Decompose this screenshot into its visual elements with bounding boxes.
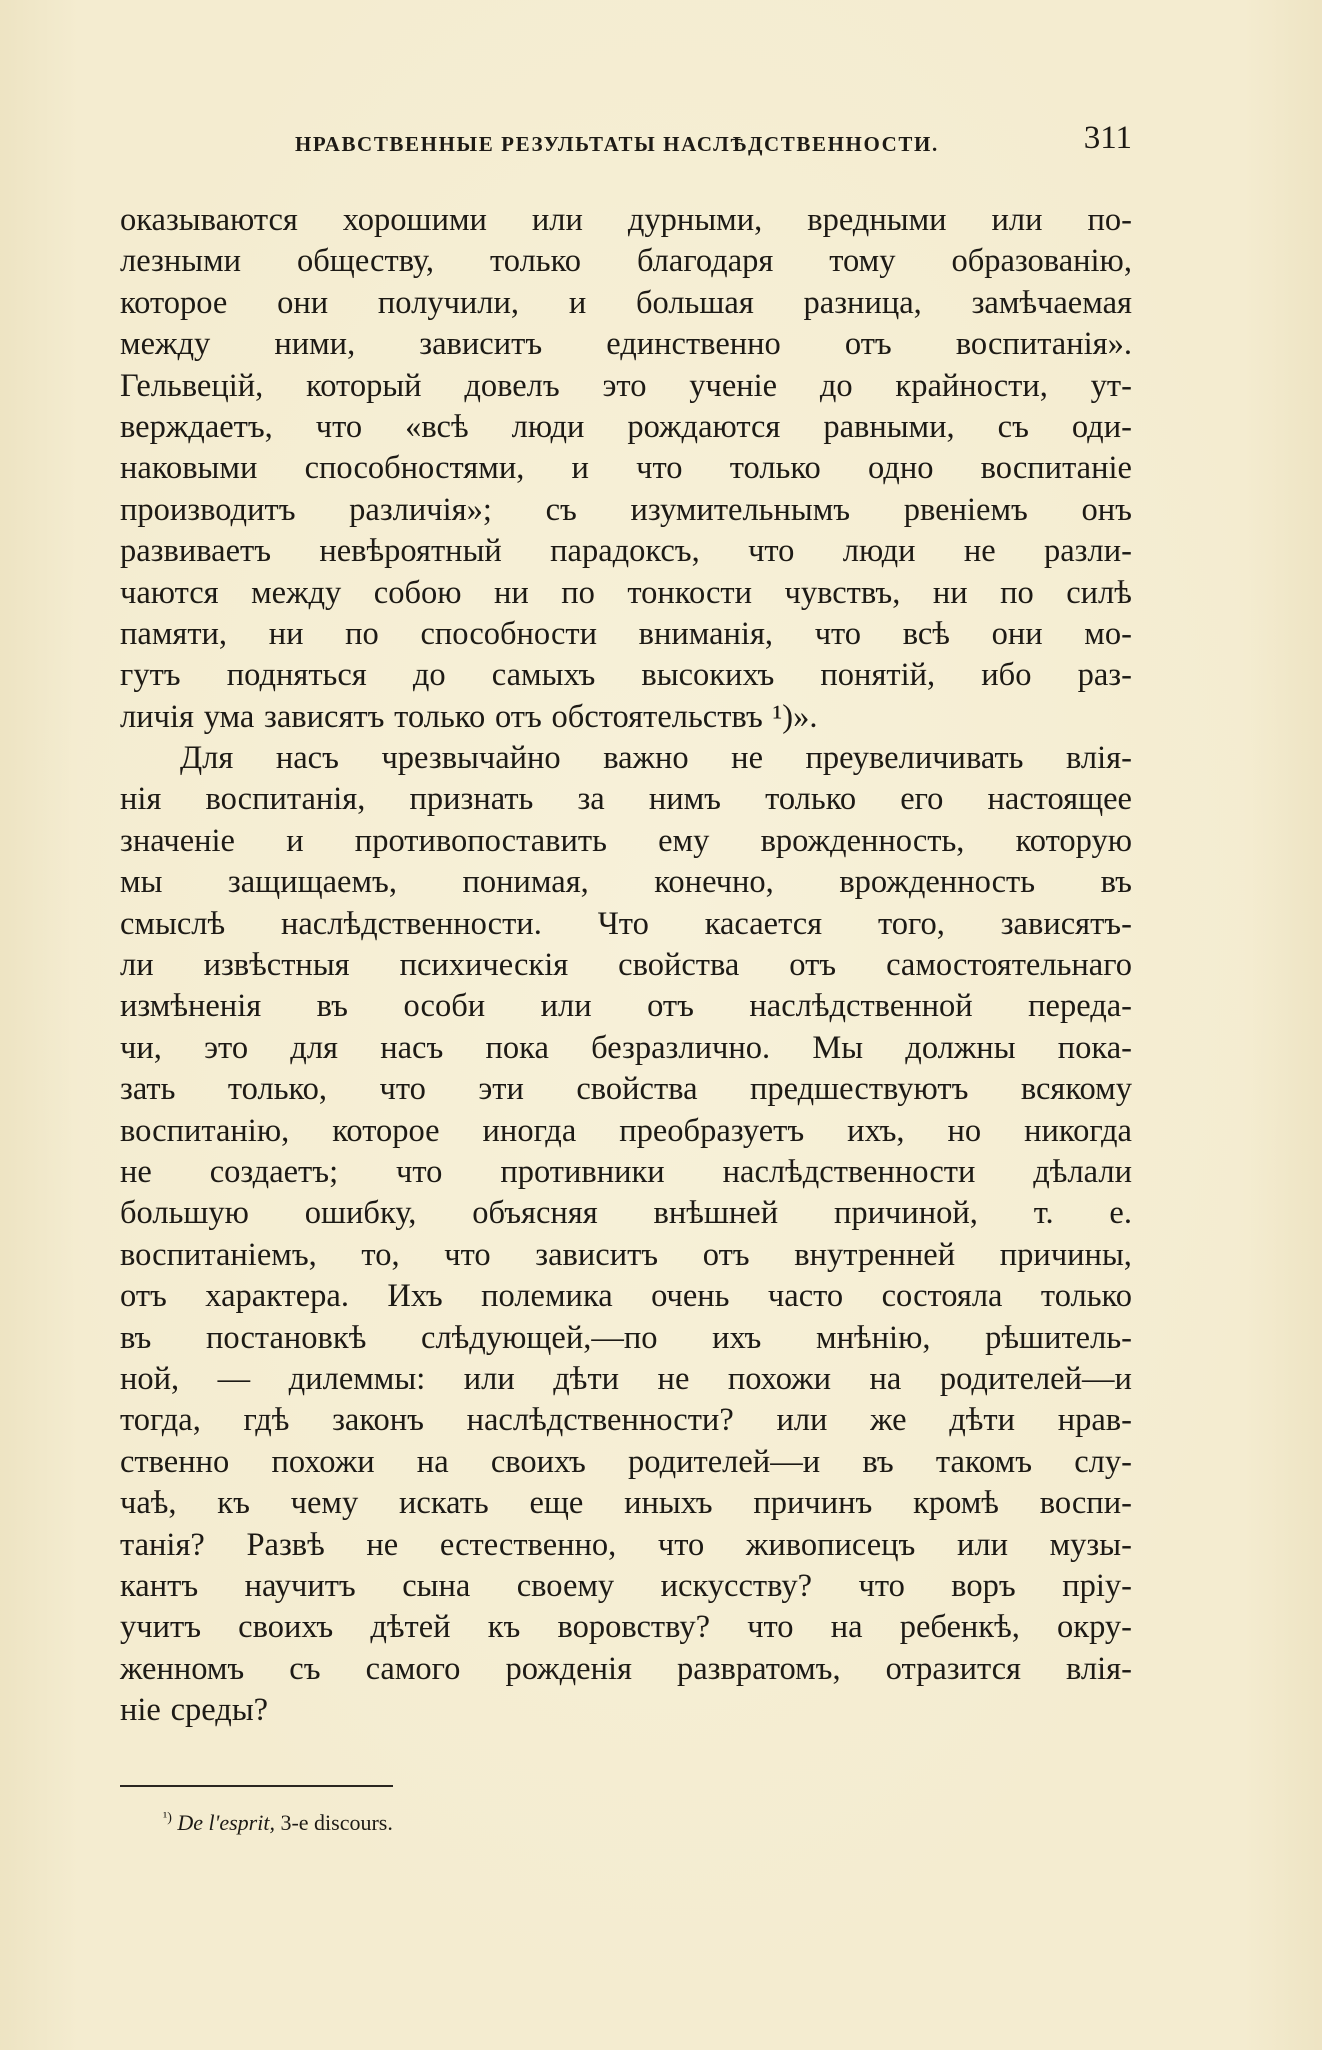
text-line: танія? Развѣ не естественно, что живописецъ или музы- xyxy=(120,1526,1132,1563)
text-line: чи, это для насъ пока безразлично. Мы должны пока- xyxy=(120,1029,1132,1066)
text-line: большую ошибку, объясняя внѣшней причиной, т. е. xyxy=(120,1195,1132,1232)
text-line: отъ характера. Ихъ полемика очень часто состояла только xyxy=(120,1278,1132,1315)
text-line: личія ума зависятъ только отъ обстоятельствъ ¹)». xyxy=(120,698,818,735)
footnote-mark: ¹) xyxy=(163,1810,172,1826)
text-line: воспитанію, которое иногда преобразуетъ ихъ, но никогда xyxy=(120,1112,1132,1149)
page-number: 311 xyxy=(1083,120,1132,156)
text-line: развиваетъ невѣроятный парадоксъ, что люди не разли- xyxy=(120,533,1132,570)
text-line: ніе среды? xyxy=(120,1692,269,1729)
text-line: не создаетъ; что противники наслѣдственности дѣлали xyxy=(120,1153,1132,1190)
text-line: учитъ своихъ дѣтей къ воровству? что на ребенкѣ, окру- xyxy=(120,1609,1132,1646)
text-line: кантъ научитъ сына своему искусству? что воръ пріу- xyxy=(120,1567,1132,1604)
text-line: ли извѣстныя психическія свойства отъ самостоятельнаго xyxy=(120,947,1132,984)
text-line: женномъ съ самого рожденія развратомъ, отразится влія- xyxy=(120,1650,1132,1687)
text-line: Для насъ чрезвычайно важно не преувеличивать влія- xyxy=(180,740,1132,777)
text-line: между ними, зависитъ единственно отъ воспитанія». xyxy=(120,326,1132,363)
footnote-rule xyxy=(120,1785,393,1787)
text-line: чаѣ, къ чему искать еще иныхъ причинъ кромѣ воспи- xyxy=(120,1485,1132,1522)
text-line: Гельвецій, который довелъ это ученіе до крайности, ут- xyxy=(120,367,1132,404)
text-line: мы защищаемъ, понимая, конечно, врожденность въ xyxy=(120,864,1132,901)
footnote xyxy=(163,1810,393,1836)
text-line: гутъ подняться до самыхъ высокихъ понятій, ибо раз- xyxy=(120,657,1132,694)
text-line: значеніе и противопоставить ему врожденность, которую xyxy=(120,822,1132,859)
text-line: верждаетъ, что «всѣ люди рождаются равными, съ оди- xyxy=(120,408,1132,445)
running-title: НРАВСТВЕННЫЕ РЕЗУЛЬТАТЫ НАСЛѢДСТВЕННОСТИ. xyxy=(295,132,939,156)
text-line: памяти, ни по способности вниманія, что всѣ они мо- xyxy=(120,615,1132,652)
text-line: тогда, гдѣ законъ наслѣдственности? или же дѣти нрав- xyxy=(120,1402,1132,1439)
body-text xyxy=(120,200,1132,1731)
running-head xyxy=(120,120,1132,170)
footnote-title: De l'esprit, xyxy=(177,1810,275,1835)
text-line: чаются между собою ни по тонкости чувствъ, ни по силѣ xyxy=(120,574,1132,611)
text-line: наковыми способностями, и что только одно воспитаніе xyxy=(120,450,1132,487)
text-line: измѣненія въ особи или отъ наслѣдственной переда- xyxy=(120,988,1132,1025)
text-line: нія воспитанія, признать за нимъ только его настоящее xyxy=(120,781,1132,818)
text-line: которое они получили, и большая разница, замѣчаемая xyxy=(120,284,1132,321)
text-line: смыслѣ наслѣдственности. Что касается того, зависятъ- xyxy=(120,905,1132,942)
text-line: лезными обществу, только благодаря тому образованію, xyxy=(120,243,1132,280)
text-line: ной, — дилеммы: или дѣти не похожи на родителей—и xyxy=(120,1360,1132,1397)
text-line: зать только, что эти свойства предшествуютъ всякому xyxy=(120,1071,1132,1108)
text-line: ственно похожи на своихъ родителей—и въ такомъ слу- xyxy=(120,1443,1132,1480)
text-line: въ постановкѣ слѣдующей,—по ихъ мнѣнію, рѣшитель- xyxy=(120,1319,1132,1356)
text-line: воспитаніемъ, то, что зависитъ отъ внутренней причины, xyxy=(120,1236,1132,1273)
text-line: производитъ различія»; съ изумительнымъ рвеніемъ онъ xyxy=(120,491,1132,528)
text-line: оказываются хорошими или дурными, вредными или по- xyxy=(120,202,1132,238)
footnote-rest: 3-e discours. xyxy=(280,1810,393,1835)
